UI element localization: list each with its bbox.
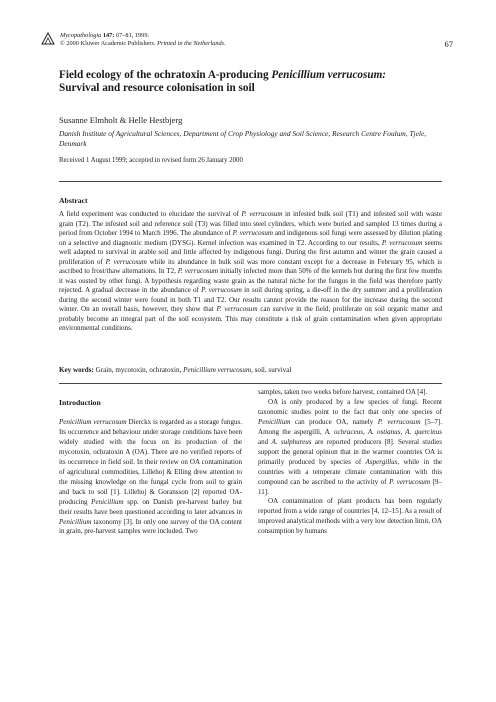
- journal-info: [60, 32, 226, 48]
- keywords: Key words: Grain, mycotoxin, ochratoxin, Penicillium verrucosum, soil, survival: [59, 366, 292, 374]
- journal-name: Mycopathologia: [60, 32, 102, 39]
- column-left: [59, 418, 242, 537]
- introduction-heading: Introduction: [59, 398, 101, 407]
- abstract-heading: Abstract: [59, 196, 88, 205]
- authors: Susanne Elmholt & Helle Hestbjerg: [59, 115, 183, 125]
- publisher-logo-icon: [41, 32, 55, 45]
- intro-paragraph-2: OA is only produced by a few species of fungi. Recent taxonomic studies point to the fact that only one species of Penicillium can produce OA, namely P. verrucosum [5–7]. Among the aspergilli, A. ochraceus, A. ostianus, A. quercinus and A. sulphureus are reported producers [8]. Several studies support the general opinion that in the warmer countries OA is primarily produced by species of Aspergillus, while in the countries with a temperate climate contamination with this compound can be ascribed to the activity of P. verrucosum [9–11].: [258, 397, 443, 496]
- printed-note: Printed in the Netherlands.: [157, 40, 226, 48]
- title-text: Field ecology of the ochratoxin A-producing: [59, 69, 272, 81]
- intro-paragraph-1: Penicillium verrucosum Dierckx is regarded as a storage fungus. Its occurrence and behaviour under storage conditions have been widely studied with the focus on its production of the mycotoxin, ochratoxin A (OA). There are no verified reports of its occurrence in field soil. In their review on OA contamination of agricultural commodities, Lillehoj & Elling drew attention to the missing knowledge on the fungal cycle from soil to grain and back to soil [1]. Lillehoj & Goransson [2] reported OA-producing Penicillium spp. on Danish pre-harvest barley but their results have been questioned according to later advances in Penicillium taxonomy [3]. In only one survey of the OA content in grain, pre-harvest samples were included. Two: [59, 418, 242, 536]
- abstract-text: A field experiment was conducted to elucidate the survival of P. verrucosum in infested bulk soil (T1) and infested soil with waste grain (T2). The infested soil and reference soil (T3) was filled into steel cylinders, which were buried and sampled 13 times during a period from October 1994 to March 1996. The abundance of P. verrucosum and indigenous soil fungi were assessed by dilution plating on a selective and diagnostic medium (DYSG). Kernel infection was examined in T2. According to our results, P. verrucosum seems well adapted to survival in arable soil and little affected by indigenous fungi. During the first autumn and winter the grain caused a proliferation of P. verrucosum while its abundance in bulk soil was more constant except for a decrease in February 95, which is ascribed to frost/thaw alternations. In T2, P. verrucosum initially infected more than 50% of the kernels but during the first few months it was ousted by other fungi. A hypothesis regarding waste grain as the natural niche for the fungus in the field was therefore partly rejected. A gradual decrease in the abundance of P. verrucosum in soil during spring, a die-off in the dry summer and a proliferation during the second winter were found in both T1 and T2. Our results cannot provide the reason for the increase during the second winter. On an overall basis, however, they show that P. verrucosum can survive in the field, proliferate on soil organic matter and probably become an integral part of the soil ecosystem. This may constitute a risk of grain contamination when given appropriate environmental conditions.: [59, 210, 443, 333]
- article-title: [59, 69, 449, 95]
- intro-paragraph-continued: samples, taken two weeks before harvest, contained OA [4].: [258, 388, 428, 396]
- column-right: [258, 388, 442, 537]
- title-species: Penicillium verrucosum:: [271, 69, 387, 81]
- affiliation: Danish Institute of Agricultural Sciences, Department of Crop Physiology and Soil Science, Research Centre Foulum, Tjele, Denmark: [59, 129, 427, 148]
- received-date: Received 1 August 1999; accepted in revised form 26 January 2000: [59, 157, 243, 164]
- journal-volume: 147:: [102, 32, 115, 39]
- divider-bottom: [59, 383, 442, 384]
- copyright: © 2000 Kluwer Academic Publishers.: [60, 40, 156, 48]
- journal-pages: 67–81, 1999.: [115, 32, 150, 39]
- title-line-2: Survival and resource colonisation in soil: [59, 82, 255, 94]
- intro-paragraph-3: OA contamination of plant products has been regularly reported from a wide range of countries [4, 12–15]. As a result of improved analytical methods with a very low detection limit, OA consumption by humans: [258, 497, 442, 536]
- divider-top: [59, 181, 442, 182]
- keywords-label: Key words:: [59, 366, 94, 374]
- page-number: 67: [444, 39, 453, 49]
